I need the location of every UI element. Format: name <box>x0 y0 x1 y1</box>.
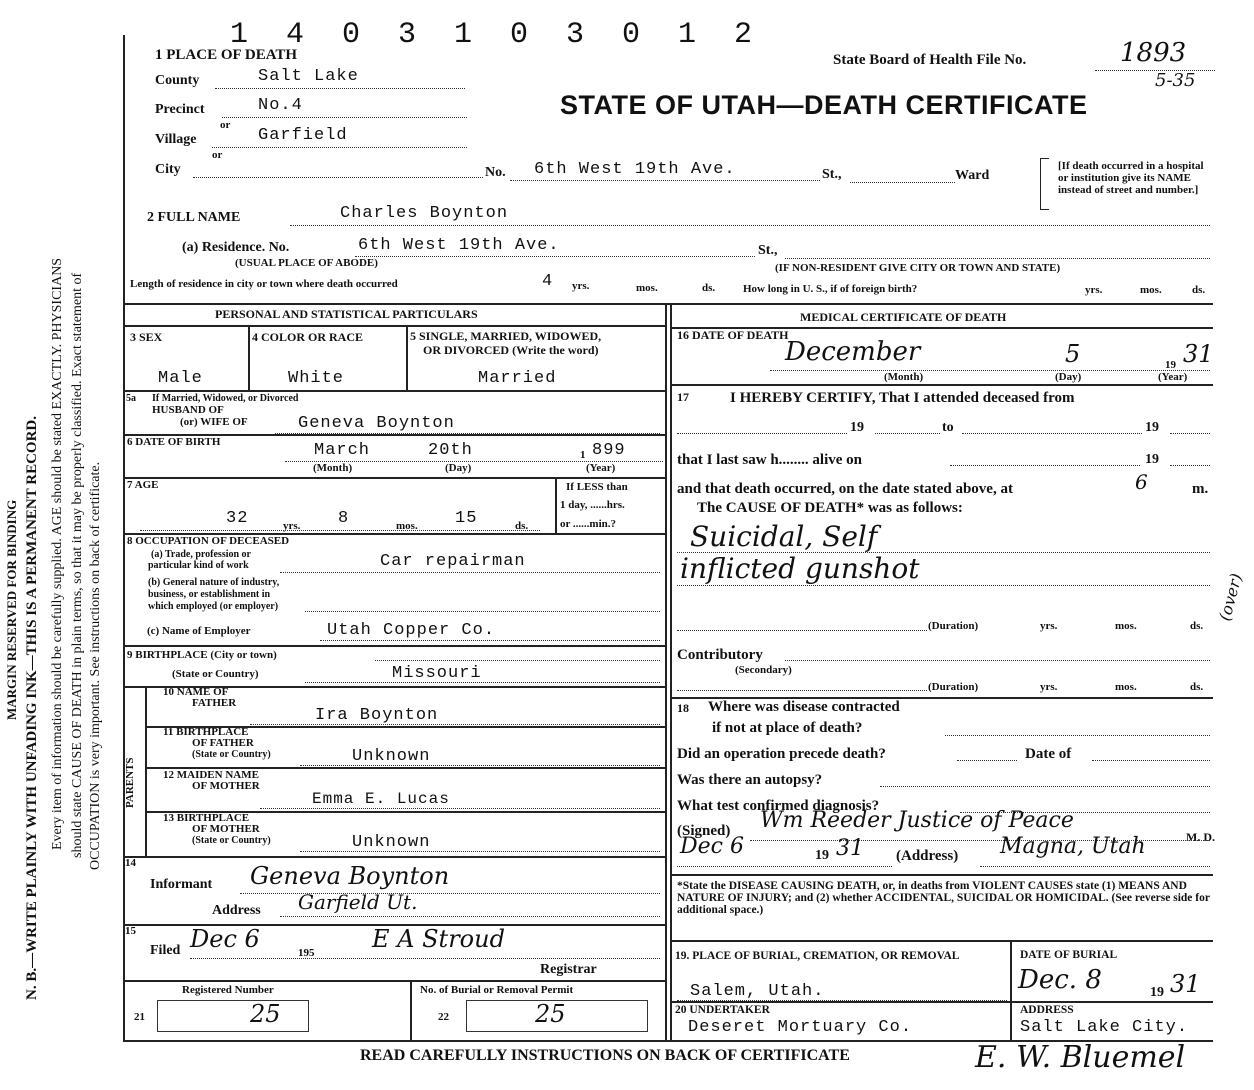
residence-st-label: St., <box>758 243 778 258</box>
date-of-death-label: 16 DATE OF DEATH <box>677 328 789 342</box>
occupation-b-3: which employed (or employer) <box>148 601 279 612</box>
footer-signature: E. W. Bluemel <box>975 1040 1186 1075</box>
age-yrs-unit: yrs. <box>283 520 301 532</box>
age-days: 15 <box>455 509 478 528</box>
filed-year-prefix: 195 <box>298 947 315 959</box>
burial-permit-label: No. of Burial or Removal Permit <box>420 984 574 996</box>
street-no-value: 6th West 19th Ave. <box>534 160 736 179</box>
age-label: 7 AGE <box>127 479 159 491</box>
occupation-value: Car repairman <box>380 552 526 571</box>
physician-address-label: (Address) <box>896 848 959 864</box>
street-label: St., <box>822 167 842 182</box>
undertaker-value: Deseret Mortuary Co. <box>688 1018 913 1037</box>
us-mos-unit: mos. <box>1140 284 1162 296</box>
burial-permit-value: 25 <box>535 1000 566 1028</box>
informant-address: Garfield Ut. <box>298 890 418 914</box>
burial-place-label: 19. PLACE OF BURIAL, CREMATION, OR REMOVAL <box>675 950 960 962</box>
death-time: 6 <box>1135 470 1148 494</box>
cause-of-death-line-1: Suicidal, Self <box>690 520 878 553</box>
binding-margin-label: MARGIN RESERVED FOR BINDING <box>4 499 19 720</box>
dob-label: 6 DATE OF BIRTH <box>127 436 221 448</box>
less-than-label-2: 1 day, ......hrs. <box>560 499 625 511</box>
length-residence-yrs: 4 <box>542 272 554 291</box>
employer-value: Utah Copper Co. <box>327 621 496 640</box>
attended-from-year: 19 <box>850 420 864 435</box>
margin-instruction-2: Every item of information should be carefully supplied. AGE should be stated EXACTLY. PHYSICIANS <box>50 257 65 850</box>
less-than-label-1: If LESS than <box>566 481 628 493</box>
over-side-note: (over) <box>1215 571 1246 623</box>
occupation-a-2: particular kind of work <box>148 560 249 571</box>
contributory-label: Contributory <box>677 647 763 663</box>
village-label: Village <box>155 132 197 147</box>
mother-birthplace-label-3: (State or Country) <box>192 835 271 846</box>
full-name-label: 2 FULL NAME <box>147 210 241 225</box>
item-21-number: 21 <box>134 1011 145 1023</box>
attended-to-year: 19 <box>1145 420 1159 435</box>
father-birthplace-label-2: OF FATHER <box>192 737 254 749</box>
death-occurred-label: and that death occurred, on the date stated above, at <box>677 481 1013 497</box>
age-years: 32 <box>226 509 249 528</box>
signed-date: Dec 6 <box>680 834 744 859</box>
read-instructions-footer: READ CAREFULLY INSTRUCTIONS ON BACK OF CERTIFICATE <box>360 1047 850 1064</box>
city-label: City <box>155 162 181 177</box>
age-mos-unit: mos. <box>396 520 418 532</box>
spouse-number: 5a <box>126 393 136 404</box>
file-number: 1893 <box>1120 38 1187 68</box>
file-number-sub: 5-35 <box>1155 70 1196 91</box>
cause-of-death-line-2: inflicted gunshot <box>680 552 920 585</box>
or-label-2: or <box>212 149 223 161</box>
signed-year: 31 <box>836 836 864 861</box>
death-month: December <box>785 337 921 367</box>
item-22-number: 22 <box>438 1011 449 1023</box>
last-saw-year: 19 <box>1145 452 1159 467</box>
medical-heading: MEDICAL CERTIFICATE OF DEATH <box>800 310 1007 324</box>
autopsy-label: Was there an autopsy? <box>677 772 823 788</box>
registered-number-value: 25 <box>250 1000 281 1028</box>
attended-to-label: to <box>942 420 954 435</box>
informant-address-label: Address <box>212 903 261 918</box>
dob-month-caption: (Month) <box>313 462 353 474</box>
color-label: 4 COLOR OR RACE <box>252 330 364 344</box>
father-name-value: Ira Boynton <box>315 706 439 725</box>
dob-day-caption: (Day) <box>445 462 472 474</box>
cause-instruction-note: *State the DISEASE CAUSING DEATH, or, in deaths from VIOLENT CAUSES state (1) MEANS AND NATURE OF INJURY; and (2) whether ACCIDENTAL, SUICIDAL OR HOMICIDAL. (See reverse side for additional space.) <box>677 880 1210 916</box>
undertaker-label: 20 UNDERTAKER <box>675 1004 770 1016</box>
mother-name-label-2: OF MOTHER <box>192 780 260 792</box>
item-17-number: 17 <box>677 390 689 404</box>
mother-birthplace-label-1: 13 BIRTHPLACE <box>163 812 250 824</box>
item-14-number: 14 <box>125 857 136 869</box>
marital-value: Married <box>478 369 557 388</box>
mother-name-value: Emma E. Lucas <box>312 790 450 808</box>
undertaker-address-label: ADDRESS <box>1020 1004 1074 1016</box>
usual-abode-label: (USUAL PLACE OF ABODE) <box>235 257 378 269</box>
dob-year-caption: (Year) <box>586 462 616 474</box>
item-15-number: 15 <box>125 925 136 937</box>
last-saw-label: that I last saw h........ alive on <box>677 452 863 468</box>
informant-label: Informant <box>150 877 213 892</box>
dob-month: March <box>314 441 371 460</box>
duration-ds-1: ds. <box>1190 620 1204 632</box>
death-day: 5 <box>1065 340 1081 368</box>
registered-number-label: Registered Number <box>182 984 274 996</box>
personal-heading: PERSONAL AND STATISTICAL PARTICULARS <box>215 307 478 321</box>
age-ds-unit: ds. <box>515 520 529 532</box>
duration-label-1: (Duration) <box>928 620 979 632</box>
how-long-us-label: How long in U. S., if of foreign birth? <box>743 283 918 295</box>
father-name-label-1: 10 NAME OF <box>163 686 229 698</box>
marital-label-1: 5 SINGLE, MARRIED, WIDOWED, <box>410 329 602 343</box>
operation-date-label: Date of <box>1025 746 1072 762</box>
test-confirmed-label: What test confirmed diagnosis? <box>677 798 880 814</box>
certificate-title: STATE OF UTAH—DEATH CERTIFICATE <box>560 90 1088 120</box>
father-birthplace-label-1: 11 BIRTHPLACE <box>163 726 249 738</box>
length-mos-unit: mos. <box>636 282 658 294</box>
burial-date-value: Dec. 8 <box>1018 965 1102 995</box>
marital-label-2: OR DIVORCED (Write the word) <box>423 343 599 357</box>
county-label: County <box>155 73 200 88</box>
village-value: Garfield <box>258 126 348 145</box>
institution-note: [If death occurred in a hospital or institution give its NAME instead of street and number.] <box>1058 160 1204 196</box>
sex-value: Male <box>158 369 203 388</box>
age-months: 8 <box>338 509 350 528</box>
county-value: Salt Lake <box>258 67 359 86</box>
margin-instruction-1: N. B.—WRITE PLAINLY WITH UNFADING INK—THIS IS A PERMANENT RECORD. <box>24 416 40 1000</box>
where-contracted-2: if not at place of death? <box>712 720 863 736</box>
physician-signature: Wm Reeder Justice of Peace <box>760 808 1074 833</box>
nonresident-label: (IF NON-RESIDENT GIVE CITY OR TOWN AND STATE) <box>775 262 1061 274</box>
duration-label-2: (Duration) <box>928 681 979 693</box>
birthplace-value: Missouri <box>392 664 482 683</box>
precinct-value: No.4 <box>258 96 303 115</box>
length-residence-label: Length of residence in city or town where death occurred <box>130 278 398 290</box>
duration-yrs-2: yrs. <box>1040 681 1058 693</box>
duration-mos-1: mos. <box>1115 620 1137 632</box>
us-yrs-unit: yrs. <box>1085 284 1103 296</box>
md-label: M. D. <box>1186 830 1215 844</box>
cause-of-death-label: The CAUSE OF DEATH* was as follows: <box>697 500 963 516</box>
occupation-b-2: business, or establishment in <box>148 589 271 600</box>
death-year-prefix: 19 <box>1165 359 1176 371</box>
signed-year-prefix: 19 <box>815 848 829 863</box>
undertaker-address-value: Salt Lake City. <box>1020 1018 1189 1037</box>
death-year: 31 <box>1183 340 1214 368</box>
operation-label: Did an operation precede death? <box>677 746 886 762</box>
less-than-label-3: or ......min.? <box>560 518 617 530</box>
death-year-caption: (Year) <box>1158 371 1188 383</box>
burial-year-prefix: 19 <box>1150 985 1164 1000</box>
occupation-a-1: (a) Trade, profession or <box>151 549 251 560</box>
occupation-label: 8 OCCUPATION OF DECEASED <box>127 535 290 547</box>
father-birthplace-value: Unknown <box>352 747 431 766</box>
us-ds-unit: ds. <box>1192 284 1206 296</box>
mother-name-label-1: 12 MAIDEN NAME <box>163 769 259 781</box>
physician-address: Magna, Utah <box>1000 834 1146 859</box>
employer-label: (c) Name of Employer <box>147 625 251 637</box>
certificate-number: 1 4 0 3 1 0 3 0 1 2 <box>230 18 763 52</box>
length-ds-unit: ds. <box>702 282 716 294</box>
length-yrs-unit: yrs. <box>572 280 590 292</box>
where-contracted-1: Where was disease contracted <box>708 699 900 715</box>
dob-year-prefix: 1 <box>580 449 586 461</box>
occupation-b-1: (b) General nature of industry, <box>148 577 280 588</box>
burial-year-value: 31 <box>1170 970 1201 998</box>
spouse-label-1: If Married, Widowed, or Divorced <box>152 393 299 404</box>
file-number-label: State Board of Health File No. <box>833 52 1027 68</box>
item-18-number: 18 <box>677 701 689 715</box>
residence-value: 6th West 19th Ave. <box>358 236 560 255</box>
registrar-signature: E A Stroud <box>372 925 505 953</box>
death-time-meridiem: m. <box>1192 481 1209 497</box>
margin-instruction-4: OCCUPATION is very important. See instructions on back of certificate. <box>88 461 103 870</box>
color-value: White <box>288 369 345 388</box>
place-heading: 1 PLACE OF DEATH <box>155 47 298 63</box>
mother-birthplace-label-2: OF MOTHER <box>192 823 260 835</box>
father-name-label-2: FATHER <box>192 697 237 709</box>
father-birthplace-label-3: (State or Country) <box>192 749 271 760</box>
spouse-label-2: HUSBAND OF <box>152 404 224 416</box>
parents-label: PARENTS <box>124 757 136 808</box>
margin-instruction-3: should state CAUSE OF DEATH in plain terms, so that it may be properly classified. Exact statement of <box>70 272 85 858</box>
duration-yrs-1: yrs. <box>1040 620 1058 632</box>
duration-ds-2: ds. <box>1190 681 1204 693</box>
spouse-value: Geneva Boynton <box>298 414 455 433</box>
spouse-label-3: (or) WIFE OF <box>180 416 248 428</box>
duration-mos-2: mos. <box>1115 681 1137 693</box>
death-month-caption: (Month) <box>884 371 924 383</box>
residence-label: (a) Residence. No. <box>182 240 290 255</box>
burial-place-value: Salem, Utah. <box>690 982 825 1001</box>
informant-signature: Geneva Boynton <box>250 862 450 890</box>
death-day-caption: (Day) <box>1055 371 1082 383</box>
registrar-label: Registrar <box>540 962 597 977</box>
birthplace-label: 9 BIRTHPLACE (City or town) <box>127 649 277 661</box>
burial-date-label: DATE OF BURIAL <box>1020 949 1118 961</box>
dob-day: 20th <box>428 441 473 460</box>
secondary-label: (Secondary) <box>735 664 792 676</box>
certify-text: I HEREBY CERTIFY, That I attended deceased from <box>730 390 1075 406</box>
signed-label: (Signed) <box>677 823 731 839</box>
dob-year: 899 <box>592 441 626 460</box>
sex-label: 3 SEX <box>130 330 163 344</box>
street-no-label: No. <box>485 165 506 180</box>
mother-birthplace-value: Unknown <box>352 833 431 852</box>
precinct-label: Precinct <box>155 102 205 117</box>
ward-label: Ward <box>955 168 990 183</box>
filed-date: Dec 6 <box>190 925 260 953</box>
or-label-1: or <box>220 119 231 131</box>
filed-label: Filed <box>150 943 181 958</box>
birthplace-state-caption: (State or Country) <box>172 668 259 680</box>
full-name-value: Charles Boynton <box>340 204 509 223</box>
